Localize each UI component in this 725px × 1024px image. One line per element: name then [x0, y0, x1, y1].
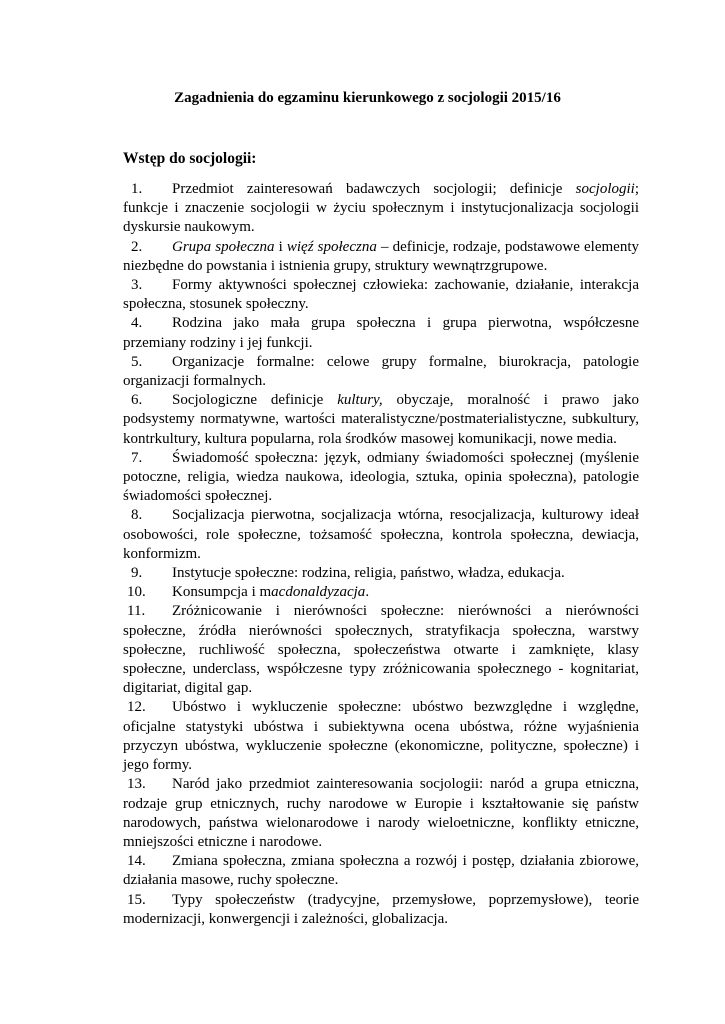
item-text: Socjalizacja pierwotna, socjalizacja wtórna, resocjalizacja, kulturowy ideał osobowości, role społeczne, tożsamość społeczna, kontrola społeczna, dewiacja, konformizm. — [123, 507, 639, 562]
list-item — [123, 564, 639, 583]
item-text: Organizacje formalne: celowe grupy formalne, biurokracja, patologie organizacji formalnych. — [123, 353, 639, 390]
item-text: Zróżnicowanie i nierówności społeczne: nierówności a nierówności społeczne, źródła nierówności społecznych, stratyfikacja społeczna, warstwy społeczne, ruchliwość społeczna, społeczeństwa otwarte i zamknięte, klasy społeczne, underclass, współczesne typy zróżnicowania społecznego - kognitariat, digitariat, digital gap. — [123, 603, 639, 697]
item-number: 5. — [131, 353, 143, 370]
item-text: Przedmiot zainteresowań badawczych socjologii; definicje — [172, 181, 576, 197]
item-text-italic: Grupa społeczna — [172, 238, 275, 255]
item-number: 8. — [131, 507, 143, 524]
item-number: 9. — [131, 565, 143, 582]
item-number: 4. — [131, 315, 143, 332]
item-text: Ubóstwo i wykluczenie społeczne: ubóstwo bezwzględne i względne, oficjalne statystyki ubóstwa i subiektywna ocena ubóstwa, różne wyjaśnienia przyczyn ubóstwa, wykluczenie społeczne (ekonomiczne, polityczne, społeczne) i jego formy. — [123, 699, 639, 774]
item-text: Zmiana społeczna, zmiana społeczna a rozwój i postęp, działania zbiorowe, działania masowe, ruchy społeczne. — [123, 853, 639, 889]
document-title: Zagadnienia do egzaminu kierunkowego z socjologii 2015/16 — [174, 90, 561, 106]
list-item — [123, 891, 639, 929]
item-text-italic: więź społeczna — [286, 238, 377, 255]
item-number: 7. — [131, 449, 143, 466]
item-text-italic: socjologii — [575, 181, 635, 197]
item-number: 11. — [127, 603, 146, 620]
list-item — [123, 775, 639, 852]
list-item — [123, 180, 639, 238]
list-item — [123, 583, 639, 602]
section-heading: Wstęp do socjologii: — [123, 150, 257, 167]
item-number: 1. — [131, 181, 143, 197]
list-item — [123, 449, 639, 507]
list-item — [123, 391, 639, 449]
item-number: 3. — [131, 277, 143, 294]
item-number: 2. — [131, 238, 143, 255]
item-text: – definicje, rodzaje, podstawowe elementy niezbędne do powstania i istnienia grupy, struktury wewnątrzgrupowe. — [123, 238, 640, 274]
list-item — [123, 276, 639, 314]
list-item — [123, 238, 639, 276]
item-text: Typy społeczeństw (tradycyjne, przemysłowe, poprzemysłowe), teorie modernizacji, konwergencji i zależności, globalizacja. — [123, 891, 639, 927]
item-number: 15. — [127, 891, 146, 908]
item-text: . — [365, 584, 370, 601]
item-text-italic: kultury, — [337, 392, 383, 409]
item-text: Socjologiczne definicje — [172, 392, 338, 409]
item-number: 6. — [131, 392, 143, 409]
topic-list — [123, 180, 639, 929]
list-item — [123, 353, 639, 391]
item-text: ; funkcje i znaczenie socjologii w życiu społecznym i instytucjonalizacja socjologii dyskursie naukowym. — [123, 181, 639, 236]
item-text: Świadomość społeczna: język, odmiany świadomości społecznej (myślenie potoczne, religia, wiedza naukowa, ideologia, sztuka, opinia społeczna), patologie świadomości społecznej. — [123, 449, 639, 505]
item-number: 14. — [127, 853, 146, 870]
list-item — [123, 852, 639, 890]
list-item — [123, 602, 639, 698]
item-text: i — [274, 238, 287, 255]
item-text: Konsumpcja i m — [172, 584, 272, 601]
item-number: 12. — [127, 699, 146, 716]
list-item — [123, 698, 639, 775]
item-text: Rodzina jako mała grupa społeczna i grupa pierwotna, współczesne przemiany rodziny i jej funkcji. — [123, 315, 639, 351]
item-text-italic: acdonaldyzacja — [271, 584, 366, 601]
item-text: Instytucje społeczne: rodzina, religia, państwo, władza, edukacja. — [172, 565, 565, 582]
item-number: 13. — [127, 776, 146, 793]
item-text: Formy aktywności społecznej człowieka: zachowanie, działanie, interakcja społeczna, stosunek społeczny. — [123, 277, 639, 313]
item-text: obyczaje, moralność i prawo jako podsystemy normatywne, wartości materalistyczne/postmaterialistyczne, subkultury, kontrkultury, kultura popularna, rola środków masowej komunikacji, nowe media. — [123, 392, 639, 447]
item-number: 10. — [127, 584, 146, 601]
item-text: Naród jako przedmiot zainteresowania socjologii: naród a grupa etniczna, rodzaje grup etnicznych, ruchy narodowe w Europie i kształtowanie się państw narodowych, państwa wielonarodowe i narody wieloetniczne, konflikty etniczne, mniejszości etniczne i narodowe. — [123, 776, 639, 850]
list-item — [123, 506, 639, 564]
list-item — [123, 314, 639, 352]
